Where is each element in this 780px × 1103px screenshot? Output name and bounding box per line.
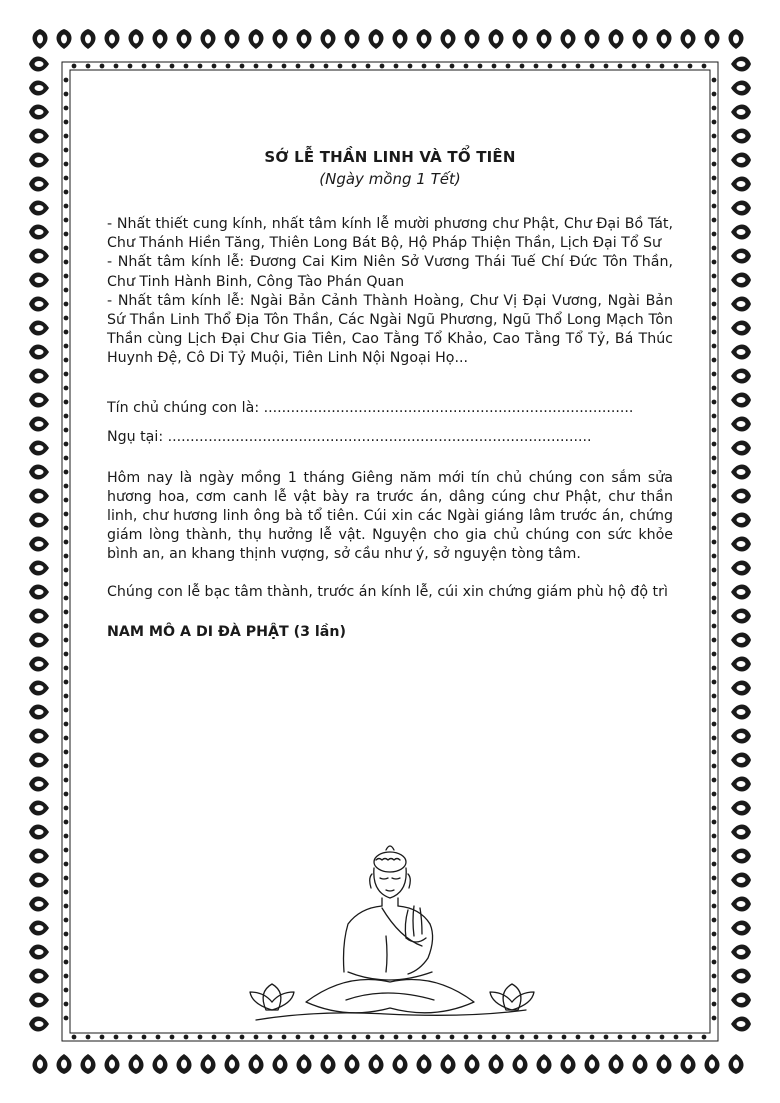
invocation-item: - Nhất thiết cung kính, nhất tâm kính lễ mười phương chư Phật, Chư Đại Bồ Tát, Chư Thánh Hiền Tăng, Thiên Long Bát Bộ, Hộ Pháp Thiện Thần, Lịch Đại Tổ Sư (107, 216, 673, 252)
invocation-item: - Nhất tâm kính lễ: Đương Cai Kim Niên Sở Vương Thái Tuế Chí Đức Tôn Thần, Chư Tinh Hành Binh, Công Tào Phán Quan (107, 254, 673, 290)
meditating-buddha-icon (236, 840, 546, 1040)
document-subtitle: (Ngày mồng 1 Tết) (319, 170, 461, 188)
chant-line: NAM MÔ A DI ĐÀ PHẬT (3 lần) (107, 623, 346, 640)
prayer-body: Hôm nay là ngày mồng 1 tháng Giêng năm mới tín chủ chúng con sắm sửa hương hoa, cơm canh lễ vật bày ra trước án, dâng cúng chư Phật, chư thần linh, chư hương linh ông bà tổ tiên. Cúi xin các Ngài giáng lâm trước án, chứng giám lòng thành, thụ hưởng lễ vật. Nguyện cho gia chủ chúng con sức khỏe bình an, an khang thịnh vượng, sở cầu như ý, sở nguyện tòng tâm. (107, 469, 673, 563)
invocation-item: - Nhất tâm kính lễ: Ngài Bản Cảnh Thành Hoàng, Chư Vị Đại Vương, Ngài Bản Sứ Thần Linh Thổ Địa Tôn Thần, Các Ngài Ngũ Phương, Ngũ Thổ Long Mạch Tôn Thần cùng Lịch Đại Chư Gia Tiên, Cao Tằng Tổ Khảo, Cao Tằng Tổ Tỷ, Bá Thúc Huynh Đệ, Cô Di Tỷ Muội, Tiên Linh Nội Ngoại Họ... (107, 292, 673, 367)
devotee-name-line: Tín chủ chúng con là: .................................................................................. (107, 399, 634, 416)
address-line: Ngụ tại: .............................................................................................. (107, 428, 592, 445)
invocation-list (107, 215, 673, 369)
document-title: SỚ LỄ THẦN LINH VÀ TỔ TIÊN (264, 148, 516, 166)
document-body (107, 148, 673, 640)
prayer-closing: Chúng con lễ bạc tâm thành, trước án kính lễ, cúi xin chứng giám phù hộ độ trì (107, 583, 668, 600)
